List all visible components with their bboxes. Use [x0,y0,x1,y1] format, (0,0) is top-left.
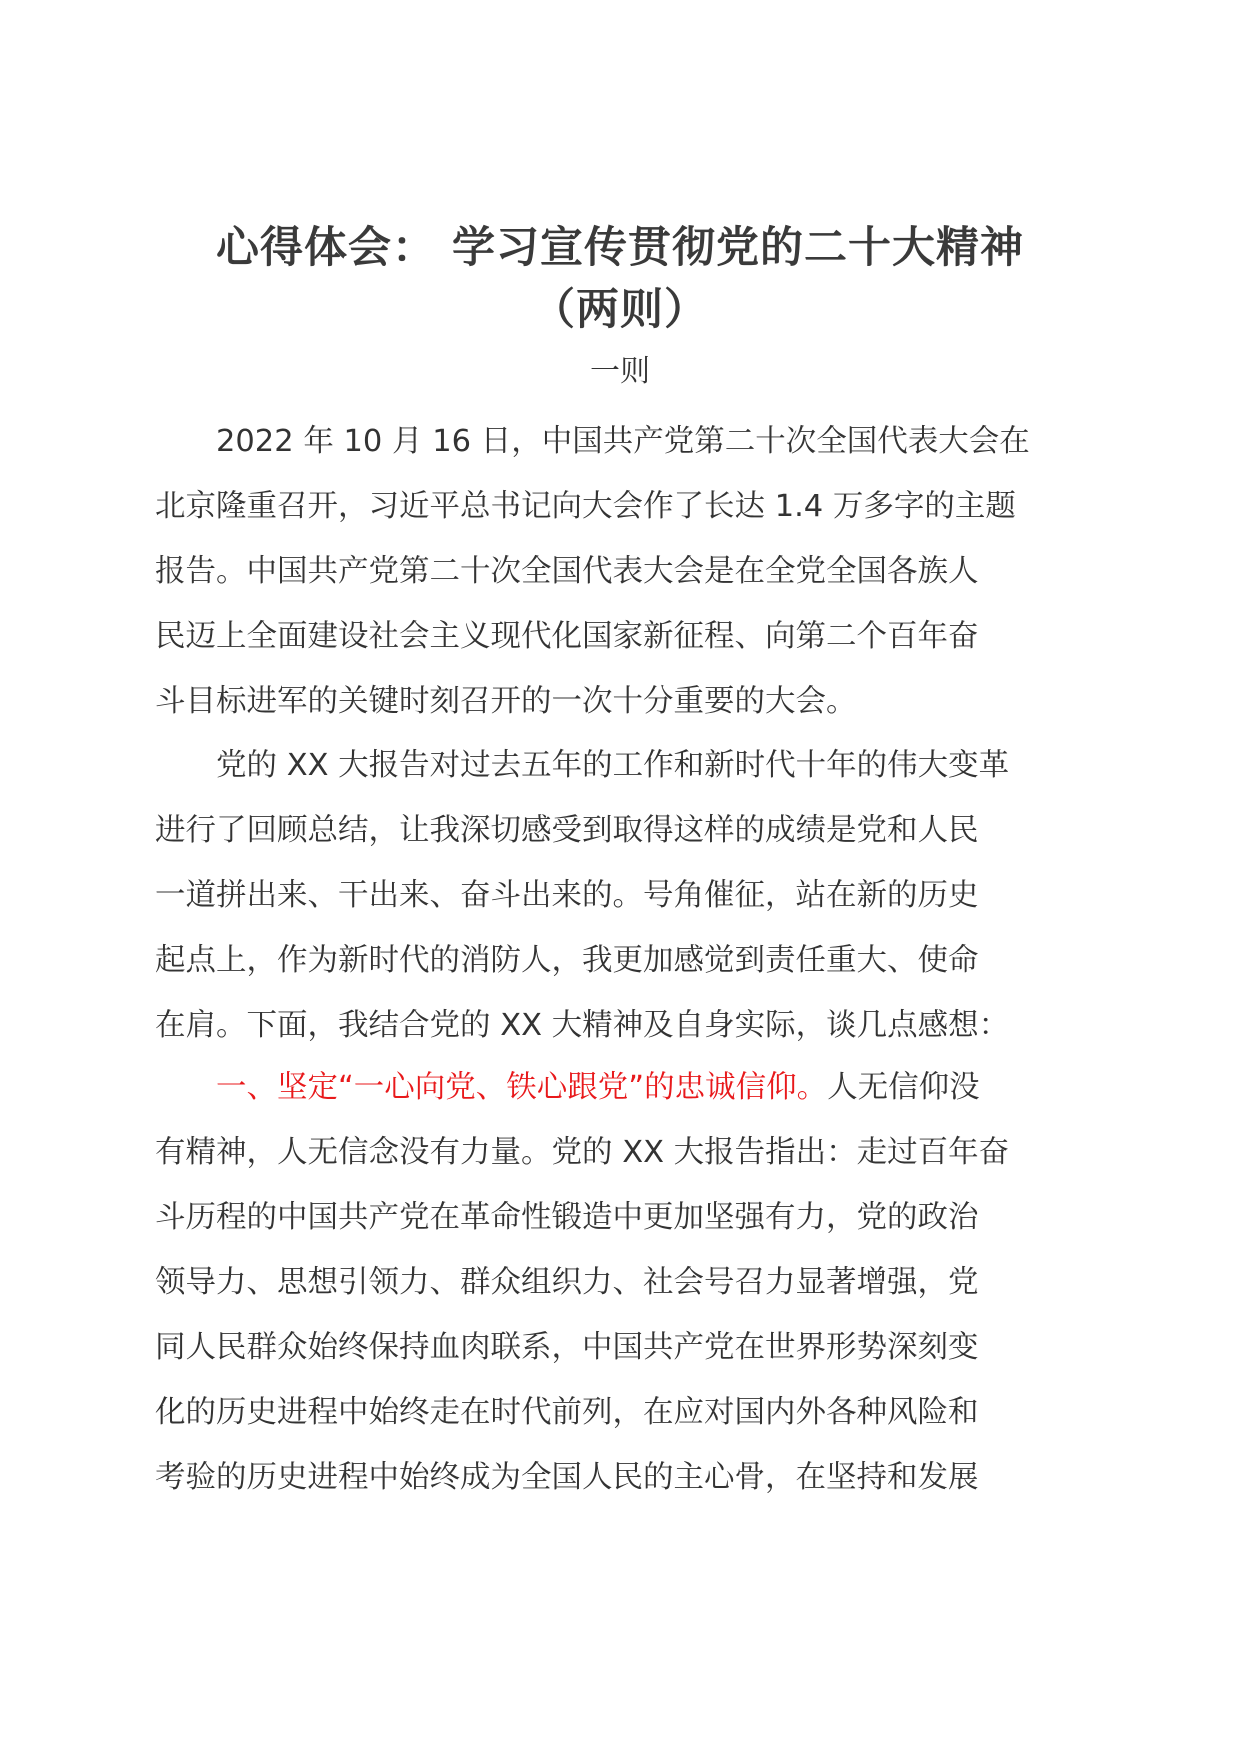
paragraph-1-line: 2022 年 10 月 16 日，中国共产党第二十次全国代表大会在 [216,424,1030,459]
paragraph-2-line: 在肩。下面，我结合党的 XX 大精神及自身实际，谈几点感想： [155,1008,1010,1043]
paragraph-3-line: 化的历史进程中始终走在时代前列，在应对国内外各种风险和 [155,1395,979,1430]
paragraph-3-line: 领导力、思想引领力、群众组织力、社会号召力显著增强，党 [155,1265,979,1300]
paragraph-1-line: 民迈上全面建设社会主义现代化国家新征程、向第二个百年奋 [155,619,979,654]
paragraph-1-line: 斗目标进军的关键时刻召开的一次十分重要的大会。 [155,684,857,719]
paragraph-3-line: 有精神，人无信念没有力量。党的 XX 大报告指出：走过百年奋 [155,1135,1010,1170]
paragraph-2 [155,733,1095,1058]
paragraph-2-line: 一道拼出来、干出来、奋斗出来的。号角催征，站在新的历史 [155,878,979,913]
paragraph-1-line: 报告。中国共产党第二十次全国代表大会是在全党全国各族人 [155,554,979,589]
paragraph-1 [155,409,1095,734]
paragraph-2-line: 进行了回顾总结，让我深切感受到取得这样的成绩是党和人民 [155,813,979,848]
paragraph-3-line: 同人民群众始终保持血肉联系，中国共产党在世界形势深刻变 [155,1330,979,1365]
paragraph-3-first-line-rest: 人无信仰没 [827,1070,980,1105]
document-title-line-1: 心得体会： 学习宣传贯彻党的二十大精神 [216,223,1024,273]
section-heading: 一、坚定“一心向党、铁心跟党”的忠诚信仰。 [216,1070,828,1105]
paragraph-2-line: 起点上，作为新时代的消防人，我更加感觉到责任重大、使命 [155,943,979,978]
paragraph-3-line: 考验的历史进程中始终成为全国人民的主心骨，在坚持和发展 [155,1460,979,1495]
paragraph-1-line: 北京隆重召开，习近平总书记向大会作了长达 1.4 万多字的主题 [155,489,1016,524]
paragraph-3-line: 斗历程的中国共产党在革命性锻造中更加坚强有力，党的政治 [155,1200,979,1235]
paragraph-3-first-line [155,1055,1095,1120]
document-subtitle: 一则 [590,354,650,389]
paragraph-3 [155,1055,1095,1510]
paragraph-2-line: 党的 XX 大报告对过去五年的工作和新时代十年的伟大变革 [216,748,1010,783]
document-title-line-2: （两则） [532,285,708,335]
